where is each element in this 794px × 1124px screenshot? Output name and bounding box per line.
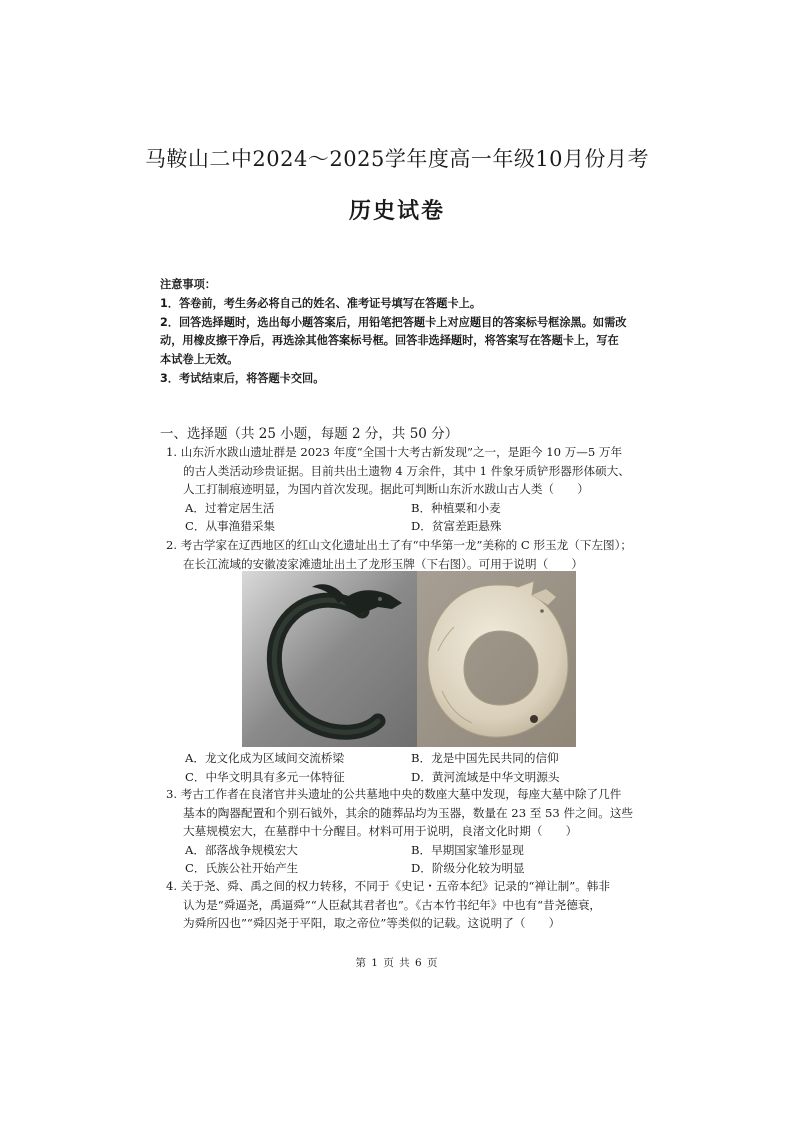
question-1 [166, 443, 646, 536]
question-stem-line: 在长江流域的安徽凌家滩遗址出土了龙形玉牌（下右图）。可用于说明（ ） [183, 556, 583, 571]
option-d: D．黄河流域是中华文明源头 [411, 769, 560, 784]
question-stem-line: 大墓规模宏大，在墓群中十分醒目。材料可用于说明，良渚文化时期（ ） [183, 824, 578, 839]
question-3 [166, 785, 646, 878]
instruction-line: 1．答卷前，考生务必将自己的姓名、准考证号填写在答题卡上。 [160, 296, 482, 310]
instructions-heading: 注意事项： [160, 278, 216, 291]
question-stem-line: 基本的陶器配置和个别石钺外，其余的随葬品均为玉器，数量在 23 至 53 件之间。这些 [183, 805, 634, 820]
option-a: A．部落战争规模宏大 [185, 842, 298, 857]
option-d: D．阶级分化较为明显 [411, 861, 525, 876]
option-a: A．龙文化成为区域间交流桥梁 [185, 751, 345, 765]
option-b: B．种植粟和小麦 [411, 500, 501, 515]
instruction-line: 2．回答选择题时，选出每小题答案后，用铅笔把答题卡上对应题目的答案标号框涂黑。如需改 [160, 315, 627, 329]
option-b: B．龙是中国先民共同的信仰 [411, 751, 559, 765]
option-c: C．从事渔猎采集 [185, 519, 276, 534]
question-stem-line: 的古人类活动珍贵证据。目前共出土遗物 4 万余件，其中 1 件象牙质铲形器形体硕大、 [183, 463, 630, 478]
instructions-block [160, 276, 640, 389]
instruction-line: 3．考试结束后，将答题卡交回。 [160, 371, 325, 385]
option-b: B．早期国家雏形显现 [411, 842, 524, 857]
c-shaped-jade-dragon-image [242, 571, 417, 747]
question-2 [166, 536, 646, 573]
question-stem-line: 2. 考古学家在辽西地区的红山文化遗址出土了有“中华第一龙”美称的 C 形玉龙（下左图）； [166, 538, 633, 552]
question-stem-line: 认为是“舜逼尧，禹逼舜”“人臣弑其君者也”。《古本竹书纪年》中也有“昔尧德衰， [183, 897, 602, 912]
instruction-line: 动，用橡皮擦干净后，再选涂其他答案标号框。回答非选择题时，将答案写在答题卡上，写在 [160, 334, 619, 348]
instruction-line: 本试卷上无效。 [160, 353, 239, 367]
question-stem-line: 1. 山东沂水跋山遗址群是 2023 年度“全国十大考古新发现”之一，是距今 10 万—5 万年 [166, 445, 623, 459]
question-stem-line: 为舜所囚也”“舜囚尧于平阳，取之帝位”等类似的记载。这说明了（ ） [183, 916, 561, 931]
option-d: D．贫富差距悬殊 [411, 519, 502, 534]
question-stem-line: 人工打制痕迹明显，为国内首次发现。据此可判断山东沂水跋山古人类（ ） [183, 482, 589, 497]
question-4 [166, 877, 646, 933]
question-stem-line: 3. 考古工作者在良渚官井头遗址的公共墓地中央的数座大墓中发现，每座大墓中除了几件 [166, 787, 622, 801]
option-c: C．中华文明具有多元一体特征 [185, 769, 345, 784]
page-number: 第 1 页 共 6 页 [355, 957, 439, 969]
jade-dragon-figure [242, 571, 576, 747]
question-2-options [166, 749, 646, 786]
option-c: C．氏族公社开始产生 [185, 861, 299, 876]
exam-subtitle: 历史试卷 [348, 198, 445, 224]
question-stem-line: 4. 关于尧、舜、禹之间的权力转移，不同于《史记・五帝本纪》记录的“禅让制”。韩非 [166, 879, 610, 893]
section-heading: 一、选择题（共 25 小题，每题 2 分，共 50 分） [160, 426, 459, 442]
jade-dragon-plaque-image [417, 571, 576, 747]
option-a: A．过着定居生活 [185, 500, 275, 515]
exam-title: 马鞍山二中2024～2025学年度高一年级10月份月考 [144, 147, 650, 171]
